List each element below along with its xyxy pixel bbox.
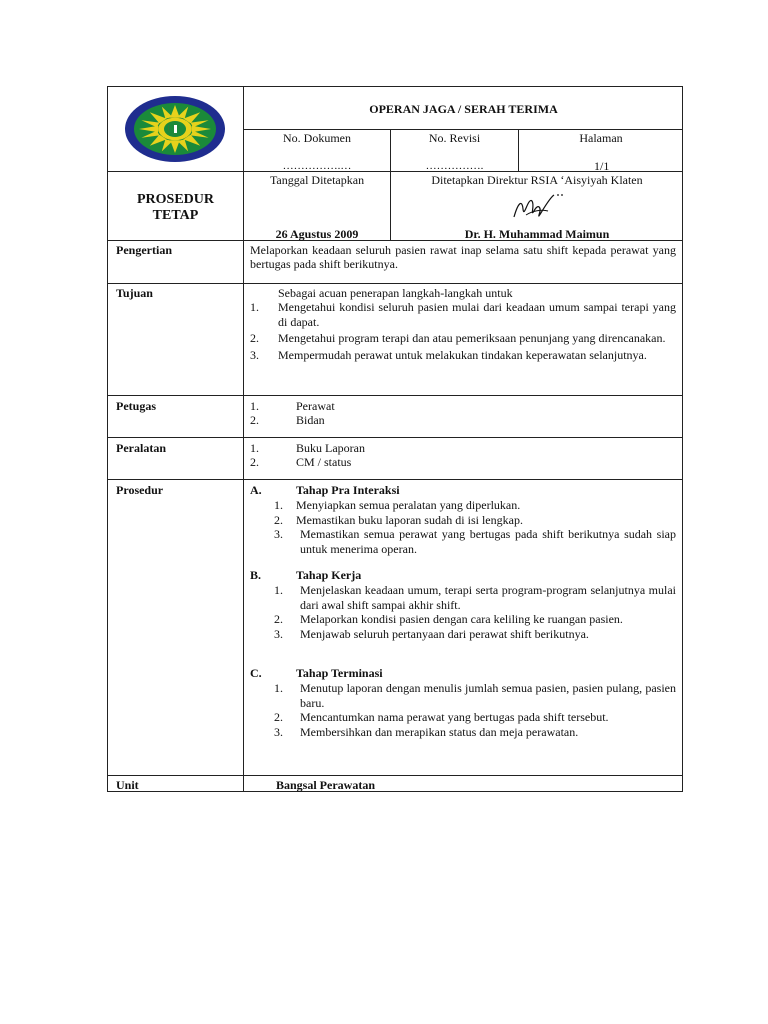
section-c-letter: C. xyxy=(250,666,262,680)
list-number: 2. xyxy=(274,512,283,527)
halaman-value: 1/1 xyxy=(594,159,610,173)
list-number: 2. xyxy=(274,612,283,626)
list-text: Mencantumkan nama perawat yang bertugas pada shift tersebut. xyxy=(300,710,609,724)
list-number: 3. xyxy=(274,527,283,541)
petugas-item-1: Perawat xyxy=(296,399,335,413)
list-number: 3. xyxy=(274,626,283,641)
unit-value: Bangsal Perawatan xyxy=(276,778,375,792)
prosedur-tetap-line2: TETAP xyxy=(152,208,199,223)
prosedur-tetap-line1: PROSEDUR xyxy=(136,192,214,207)
section-a-letter: A. xyxy=(250,483,262,497)
list-number: 3. xyxy=(250,347,259,362)
unit-label: Unit xyxy=(116,778,139,792)
section-b-letter: B. xyxy=(250,568,262,582)
row-rule-petugas xyxy=(108,437,683,438)
petugas-num-2: 2. xyxy=(250,413,259,427)
list-number: 1. xyxy=(250,300,259,314)
list-text: Mengetahui program terapi dan atau pemeriksaan penunjang yang direncanakan. xyxy=(278,331,666,345)
list-number: 1. xyxy=(274,681,283,695)
list-item xyxy=(274,527,676,556)
peralatan-num-1: 1. xyxy=(250,441,259,455)
list-item xyxy=(274,725,676,740)
list-number: 3. xyxy=(274,724,283,739)
list-item xyxy=(274,513,676,528)
no-dokumen-value: …………….… xyxy=(282,160,352,172)
sop-document xyxy=(107,86,683,792)
peralatan-num-2: 2. xyxy=(250,455,259,469)
no-dokumen-label: No. Dokumen xyxy=(283,131,351,145)
column-divider xyxy=(243,87,244,792)
tujuan-intro: Sebagai acuan penerapan langkah-langkah untuk xyxy=(278,286,513,300)
peralatan-label: Peralatan xyxy=(116,441,166,455)
petugas-num-1: 1. xyxy=(250,399,259,413)
peralatan-item-2: CM / status xyxy=(296,455,352,469)
list-text: Mempermudah perawat untuk melakukan tindakan keperawatan selanjutnya. xyxy=(278,347,647,362)
signature-icon xyxy=(508,189,568,225)
tanggal-label: Tanggal Ditetapkan xyxy=(269,173,365,187)
list-text: Menutup laporan dengan menulis jumlah semua pasien, pasien pulang, pasien baru. xyxy=(300,681,676,710)
section-b-list xyxy=(274,583,676,641)
no-revisi-label: No. Revisi xyxy=(428,131,481,145)
halaman-label: Halaman xyxy=(579,131,623,145)
direktur-name: Dr. H. Muhammad Maimun xyxy=(464,227,610,241)
ditetapkan-label: Ditetapkan Direktur RSIA ‘Aisyiyah Klaten xyxy=(431,173,643,187)
section-b-title: Tahap Kerja xyxy=(296,568,362,582)
row-rule-tujuan xyxy=(108,395,683,396)
hospital-logo xyxy=(124,95,226,163)
list-item xyxy=(250,300,676,329)
petugas-item-2: Bidan xyxy=(296,413,325,427)
header-rule-1 xyxy=(243,129,683,130)
section-a-title: Tahap Pra Interaksi xyxy=(296,483,400,497)
list-text: Mengetahui kondisi seluruh pasien mulai dari keadaan umum sampai terapi yang di dapat. xyxy=(278,300,676,329)
list-number: 1. xyxy=(274,583,283,597)
document-title: OPERAN JAGA / SERAH TERIMA xyxy=(369,102,558,116)
list-text: Menjawab seluruh pertanyaan dari perawat shift berikutnya. xyxy=(300,626,589,641)
sun-emblem-icon xyxy=(124,95,226,163)
section-a-list xyxy=(274,498,676,556)
list-text: Melaporkan kondisi pasien dengan cara keliling ke ruangan pasien. xyxy=(300,612,623,626)
list-text: Memastikan semua perawat yang bertugas pada shift berikutnya sudah siap untuk menerima operan. xyxy=(300,527,676,556)
tujuan-label: Tujuan xyxy=(116,286,153,300)
list-item xyxy=(274,583,676,612)
list-item xyxy=(274,627,676,642)
tanggal-value: 26 Agustus 2009 xyxy=(275,227,359,241)
petugas-label: Petugas xyxy=(116,399,156,413)
list-item xyxy=(274,681,676,710)
pengertian-label: Pengertian xyxy=(116,243,172,257)
list-text: Menjelaskan keadaan umum, terapi serta program-program selanjutnya mulai dari awal shift sampai akhir shift. xyxy=(300,583,676,612)
list-number: 2. xyxy=(274,710,283,724)
list-item xyxy=(274,498,676,513)
list-item xyxy=(274,710,676,725)
list-text: Membersihkan dan merapikan status dan meja perawatan. xyxy=(300,724,579,739)
section-c-title: Tahap Terminasi xyxy=(296,666,383,680)
list-text: Memastikan buku laporan sudah di isi lengkap. xyxy=(296,512,523,527)
peralatan-item-1: Buku Laporan xyxy=(296,441,365,455)
prosedur-label: Prosedur xyxy=(116,483,164,497)
no-revisi-value: ……………. xyxy=(425,160,484,172)
list-item xyxy=(274,612,676,627)
row-rule-peralatan xyxy=(108,479,683,480)
section-c-list xyxy=(274,681,676,739)
list-number: 1. xyxy=(274,498,283,512)
pengertian-text: Melaporkan keadaan seluruh pasien rawat inap selama satu shift kepada perawat yang bertugas pada shift berikutnya. xyxy=(250,243,676,271)
row-rule-pengertian xyxy=(108,283,683,284)
list-item xyxy=(250,331,676,346)
list-text: Menyiapkan semua peralatan yang diperlukan. xyxy=(296,498,521,512)
list-item xyxy=(250,348,676,363)
row-rule-prosedur xyxy=(108,775,683,776)
tujuan-list xyxy=(250,300,676,362)
list-number: 2. xyxy=(250,331,259,345)
